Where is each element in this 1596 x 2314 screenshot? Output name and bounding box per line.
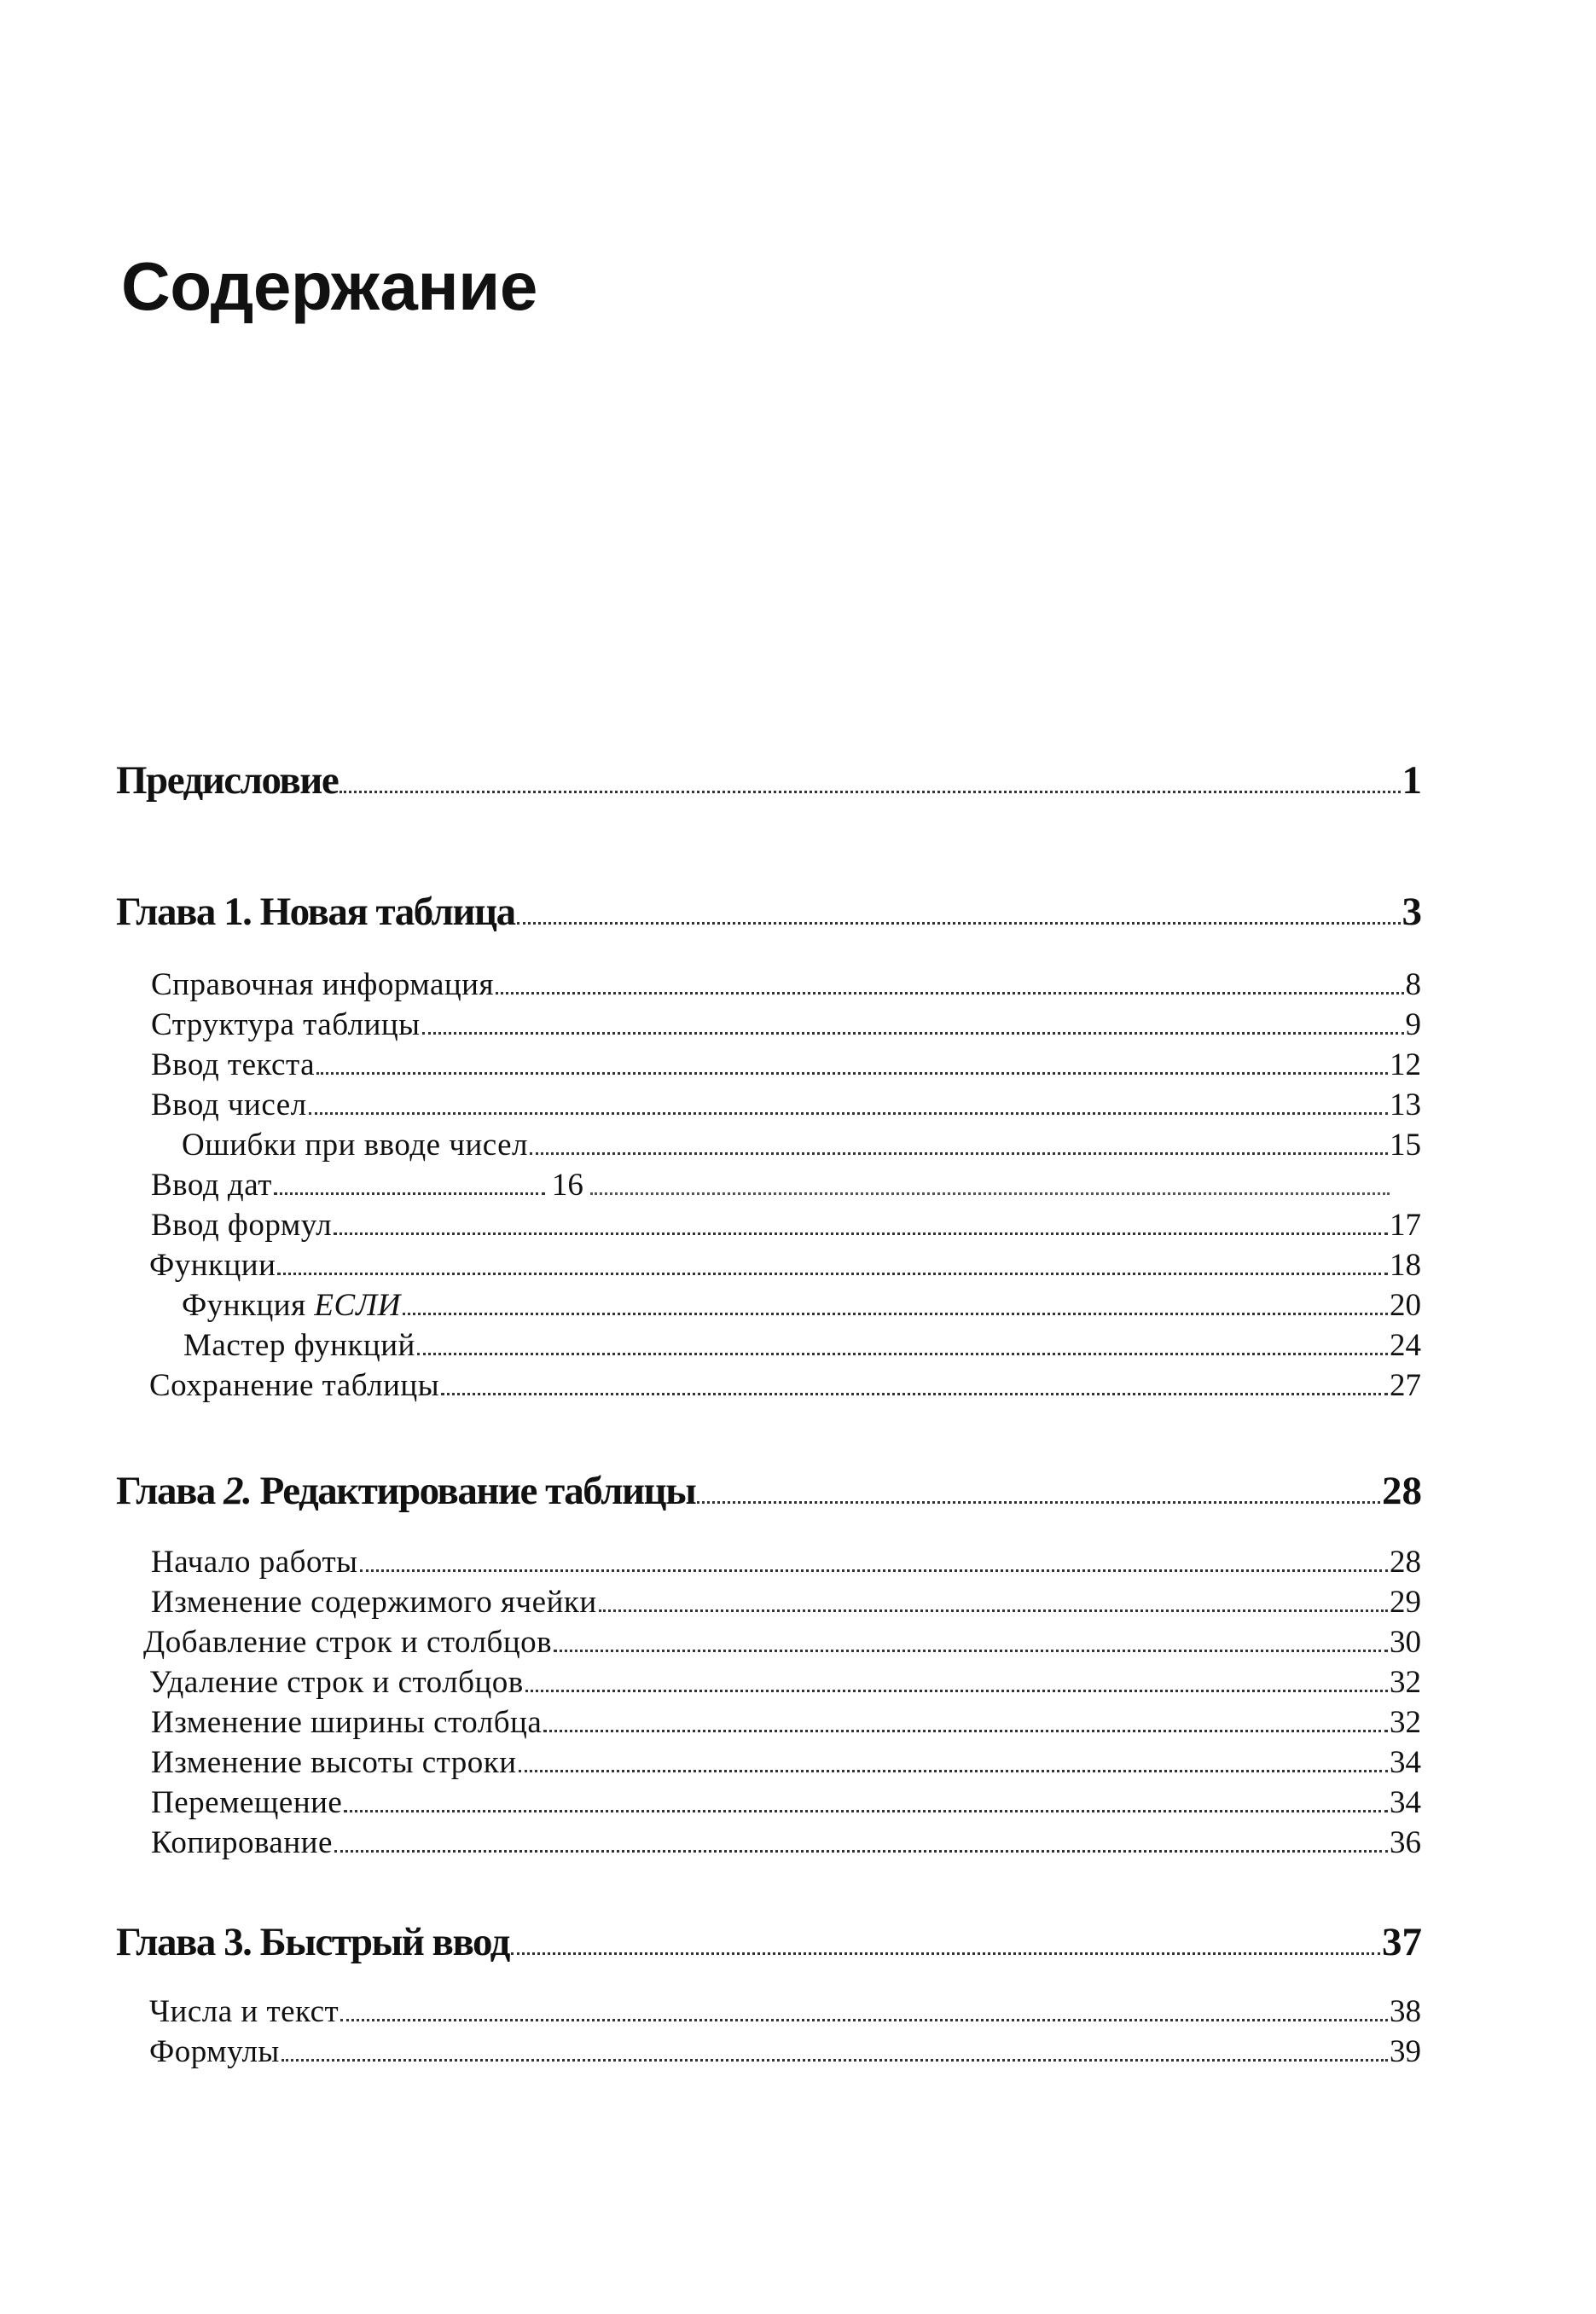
dot-leader <box>334 1232 1388 1235</box>
toc-entry[interactable] <box>0 2033 1596 2070</box>
toc-entry-label: Изменение содержимого ячейки <box>151 1585 597 1620</box>
toc-entry[interactable] <box>0 1006 1596 1043</box>
dot-leader <box>697 1501 1380 1504</box>
toc-entry-page: 27 <box>1390 1368 1421 1403</box>
dot-leader <box>530 1152 1388 1155</box>
dot-leader <box>525 1690 1388 1692</box>
dot-leader <box>360 1569 1388 1572</box>
dot-leader <box>281 2059 1388 2062</box>
toc-entry-page: 15 <box>1390 1128 1421 1163</box>
toc-entry[interactable] <box>0 1207 1596 1244</box>
toc-entry-page: 13 <box>1390 1087 1421 1122</box>
toc-entry-label: Ввод формул <box>151 1208 333 1243</box>
toc-entry-chapter-3[interactable] <box>0 1919 1596 1965</box>
toc-entry[interactable] <box>0 1087 1596 1123</box>
chapter-title: Редактирование таблицы <box>251 1469 696 1513</box>
toc-entry-label: Числа и текст <box>149 1994 340 2029</box>
chapter-word: Глава <box>116 1469 224 1513</box>
toc-entry-label: Копирование <box>151 1825 333 1860</box>
dot-leader <box>340 2019 1388 2021</box>
dot-leader <box>340 791 1400 793</box>
toc-entry[interactable] <box>0 1367 1596 1404</box>
toc-entry-label: Начало работы <box>151 1545 358 1580</box>
toc-entry-label: Изменение высоты строки <box>151 1745 517 1780</box>
toc-entry-page: 1 <box>1402 758 1422 803</box>
toc-entry-page: 3 <box>1402 890 1422 934</box>
toc-entry[interactable] <box>0 1287 1596 1324</box>
toc-entry-label: Мастер функций <box>183 1328 415 1363</box>
toc-entry-page: 32 <box>1390 1665 1421 1700</box>
chapter-number: 2. <box>223 1469 252 1513</box>
toc-entry-label: Предисловие <box>116 758 339 803</box>
toc-entry-label: Удаление строк и столбцов <box>149 1665 524 1700</box>
toc-entry[interactable] <box>0 1127 1596 1163</box>
toc-entry-page: 17 <box>1390 1208 1421 1243</box>
toc-entry-page: 8 <box>1405 967 1421 1002</box>
dot-leader <box>274 1192 545 1195</box>
toc-entry-label: Функции <box>149 1248 276 1283</box>
dot-leader <box>496 992 1404 995</box>
toc-entry[interactable] <box>0 1993 1596 2030</box>
toc-entry-page: 39 <box>1390 2034 1421 2069</box>
dot-leader <box>277 1273 1388 1275</box>
toc-entry[interactable] <box>0 1047 1596 1083</box>
toc-entry-label: Перемещение <box>151 1785 343 1820</box>
toc-entry[interactable] <box>0 1784 1596 1821</box>
toc-entry-page: 28 <box>1390 1545 1421 1580</box>
toc-entry-label: Глава 3. Быстрый ввод <box>116 1920 509 1964</box>
toc-entry[interactable] <box>0 1544 1596 1580</box>
toc-entry[interactable] <box>0 1664 1596 1701</box>
toc-entry-chapter-2[interactable] <box>0 1468 1596 1514</box>
toc-entry-label: Ошибки при вводе чисел <box>182 1128 529 1163</box>
toc-entry-label <box>116 1468 695 1514</box>
dot-leader <box>403 1313 1388 1315</box>
dot-leader <box>422 1032 1404 1035</box>
toc-entry[interactable] <box>0 1704 1596 1741</box>
toc-entry-page: 32 <box>1390 1705 1421 1740</box>
dot-leader <box>599 1609 1388 1612</box>
dot-leader <box>309 1112 1388 1115</box>
toc-entry-page: 24 <box>1390 1328 1421 1363</box>
dot-leader <box>417 1353 1388 1355</box>
dot-leader <box>517 922 1401 925</box>
dot-leader <box>543 1730 1388 1732</box>
toc-entry[interactable] <box>0 1824 1596 1861</box>
toc-entry-page: 38 <box>1390 1994 1421 2029</box>
toc-entry-page: 28 <box>1382 1469 1422 1513</box>
toc-entry-label: Изменение ширины столбца <box>151 1705 543 1740</box>
toc-entry-label <box>182 1287 401 1324</box>
toc-entry[interactable] <box>0 1247 1596 1284</box>
toc-entry[interactable] <box>0 1327 1596 1364</box>
toc-entry-page: 37 <box>1382 1920 1422 1964</box>
toc-entry-label: Структура таблицы <box>151 1007 421 1042</box>
toc-entry-page: 36 <box>1390 1825 1421 1860</box>
toc-entry-label: Формулы <box>149 2034 280 2069</box>
dot-leader <box>554 1650 1388 1652</box>
toc-entry-page: 30 <box>1390 1625 1421 1660</box>
toc-entry[interactable] <box>0 1744 1596 1781</box>
dot-leader <box>334 1850 1388 1853</box>
dot-leader <box>590 1192 1390 1195</box>
toc-entry-label: Добавление строк и столбцов <box>143 1625 553 1660</box>
toc-entry-label: Ввод текста <box>151 1047 316 1082</box>
dot-leader <box>519 1770 1388 1772</box>
toc-entry-label-emphasis: ЕСЛИ <box>314 1288 401 1323</box>
toc-entry-label: Сохранение таблицы <box>149 1368 440 1403</box>
toc-entry[interactable] <box>0 1624 1596 1661</box>
toc-entry-page: 34 <box>1390 1785 1421 1820</box>
toc-entry-label-prefix: Функция <box>182 1288 315 1323</box>
toc-entry-label: Ввод чисел <box>151 1087 307 1122</box>
toc-entry-page: 12 <box>1390 1047 1421 1082</box>
toc-entry[interactable] <box>0 1584 1596 1621</box>
toc-entry-page: 16 <box>551 1168 583 1203</box>
toc-entry-page: 20 <box>1390 1288 1421 1323</box>
toc-entry-page: 9 <box>1405 1007 1421 1042</box>
toc-entry-label: Глава 1. Новая таблица <box>116 890 515 934</box>
toc-entry-chapter-1[interactable] <box>0 889 1596 935</box>
toc-entry-page: 34 <box>1390 1745 1421 1780</box>
dot-leader <box>511 1952 1380 1955</box>
toc-entry-page: 29 <box>1390 1585 1421 1620</box>
dot-leader <box>316 1072 1388 1075</box>
toc-entry-page: 18 <box>1390 1248 1421 1283</box>
toc-entry-preface[interactable] <box>0 757 1596 803</box>
dot-leader <box>441 1393 1388 1395</box>
toc-entry[interactable] <box>0 1167 1596 1203</box>
toc-entry-label: Ввод дат <box>151 1168 272 1203</box>
page-title: Содержание <box>121 248 537 324</box>
dot-leader <box>344 1810 1388 1812</box>
toc-entry[interactable] <box>0 966 1596 1003</box>
toc-entry-label: Справочная информация <box>151 967 494 1002</box>
